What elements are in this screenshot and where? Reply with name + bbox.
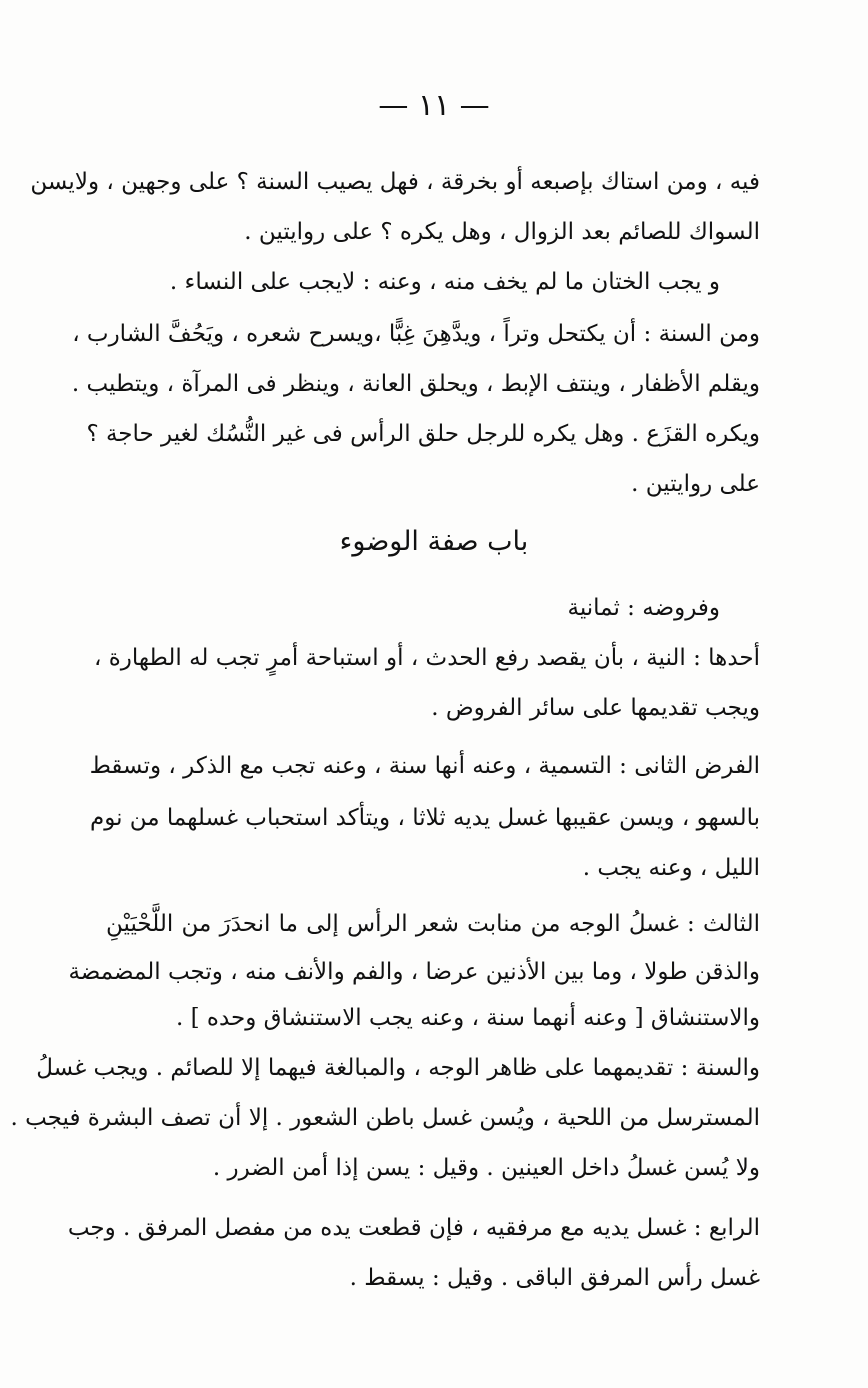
text-line: ويقلم الأظفار ، وينتف الإبط ، ويحلق العانة ، وينظر فى المرآة ، ويتطيب . xyxy=(71,371,760,397)
text-line: والاستنشاق [ وعنه أنهما سنة ، وعنه يجب الاستنشاق وحده ] . xyxy=(176,1005,760,1031)
text-line: والسنة : تقديمهما على ظاهر الوجه ، والمبالغة فيهما إلا للصائم . ويجب غسلُ xyxy=(36,1055,760,1081)
page-number: — ١١ — xyxy=(378,88,490,123)
text-line: وفروضه : ثمانية xyxy=(567,595,720,621)
text-line: والذقن طولا ، وما بين الأذنين عرضا ، والفم والأنف منه ، وتجب المضمضة xyxy=(68,959,760,985)
text-line: السواك للصائم بعد الزوال ، وهل يكره ؟ على روايتين . xyxy=(244,219,760,245)
text-line: الثالث : غسلُ الوجه من منابت شعر الرأس إلى ما انحدَرَ من اللَّحْيَيْنِ xyxy=(106,911,760,937)
text-line: بالسهو ، ويسن عقيبها غسل يديه ثلاثا ، ويتأكد استحباب غسلهما من نوم xyxy=(89,805,760,831)
text-line: فيه ، ومن استاك بإصبعه أو بخرقة ، فهل يصيب السنة ؟ على وجهين ، ولايسن xyxy=(30,169,760,195)
text-line: على روايتين . xyxy=(631,471,760,497)
text-line: ويكره القزَع . وهل يكره للرجل حلق الرأس فى غير النُّسُك لغير حاجة ؟ xyxy=(86,421,760,447)
text-line: المسترسل من اللحية ، ويُسن غسل باطن الشعور . إلا أن تصف البشرة فيجب . xyxy=(10,1105,760,1131)
text-line: ويجب تقديمها على سائر الفروض . xyxy=(431,695,760,721)
text-line: ومن السنة : أن يكتحل وتراً ، ويدَّهِنَ غِبًّا ،ويسرح شعره ، ويَحُفَّ الشارب ، xyxy=(72,321,760,347)
text-line: أحدها : النية ، بأن يقصد رفع الحدث ، أو استباحة أمرٍ تجب له الطهارة ، xyxy=(94,645,760,671)
chapter-title: باب صفة الوضوء xyxy=(339,526,529,557)
text-line: الفرض الثانى : التسمية ، وعنه أنها سنة ، وعنه تجب مع الذكر ، وتسقط xyxy=(89,753,760,779)
text-line: الرابع : غسل يديه مع مرفقيه ، فإن قطعت يده من مفصل المرفق . وجب xyxy=(67,1215,760,1241)
text-line: و يجب الختان ما لم يخف منه ، وعنه : لايجب على النساء . xyxy=(169,269,720,295)
text-line: ولا يُسن غسلُ داخل العينين . وقيل : يسن إذا أمن الضرر . xyxy=(212,1155,760,1181)
text-line: غسل رأس المرفق الباقى . وقيل : يسقط . xyxy=(349,1265,760,1291)
text-line: الليل ، وعنه يجب . xyxy=(582,855,760,881)
